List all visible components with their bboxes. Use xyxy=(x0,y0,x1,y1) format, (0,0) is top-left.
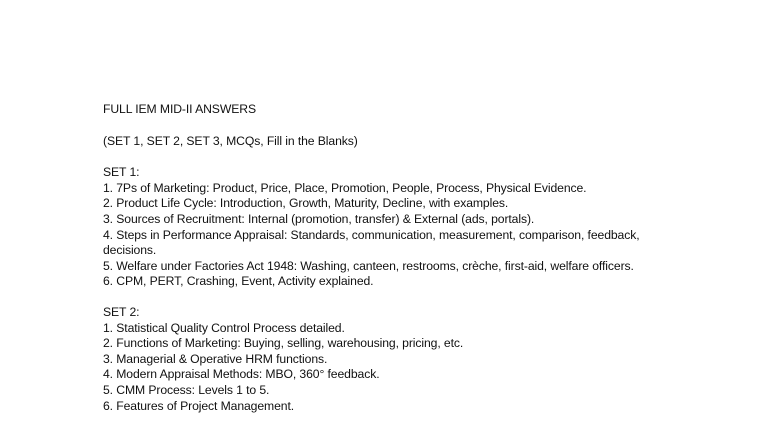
section-set-2 xyxy=(103,305,663,414)
list-item: 2. Product Life Cycle: Introduction, Growth, Maturity, Decline, with examples. xyxy=(103,196,509,211)
answer-list xyxy=(103,181,663,290)
document-subtitle: (SET 1, SET 2, SET 3, MCQs, Fill in the Blanks) xyxy=(103,133,358,148)
list-item: 4. Steps in Performance Appraisal: Standards, communication, measurement, comparison, feedback, decisions. xyxy=(103,227,640,258)
section-set-1 xyxy=(103,165,663,290)
section-heading: SET 2: xyxy=(103,304,140,319)
list-item: 1. 7Ps of Marketing: Product, Price, Place, Promotion, People, Process, Physical Evidence. xyxy=(103,180,587,195)
answer-list xyxy=(103,321,663,415)
list-item: 5. Welfare under Factories Act 1948: Washing, canteen, restrooms, crèche, first-aid, welfare officers. xyxy=(103,258,634,273)
list-item: 1. Statistical Quality Control Process detailed. xyxy=(103,320,345,335)
document-page xyxy=(103,102,663,414)
section-heading: SET 1: xyxy=(103,165,140,180)
list-item: 6. CPM, PERT, Crashing, Event, Activity explained. xyxy=(103,274,374,289)
list-item: 4. Modern Appraisal Methods: MBO, 360° feedback. xyxy=(103,367,380,382)
list-item: 3. Sources of Recruitment: Internal (promotion, transfer) & External (ads, portals). xyxy=(103,211,535,226)
list-item: 3. Managerial & Operative HRM functions. xyxy=(103,351,328,366)
list-item: 2. Functions of Marketing: Buying, selling, warehousing, pricing, etc. xyxy=(103,336,464,351)
list-item: 5. CMM Process: Levels 1 to 5. xyxy=(103,382,270,397)
document-title: FULL IEM MID-II ANSWERS xyxy=(103,102,256,116)
list-item: 6. Features of Project Management. xyxy=(103,398,295,413)
